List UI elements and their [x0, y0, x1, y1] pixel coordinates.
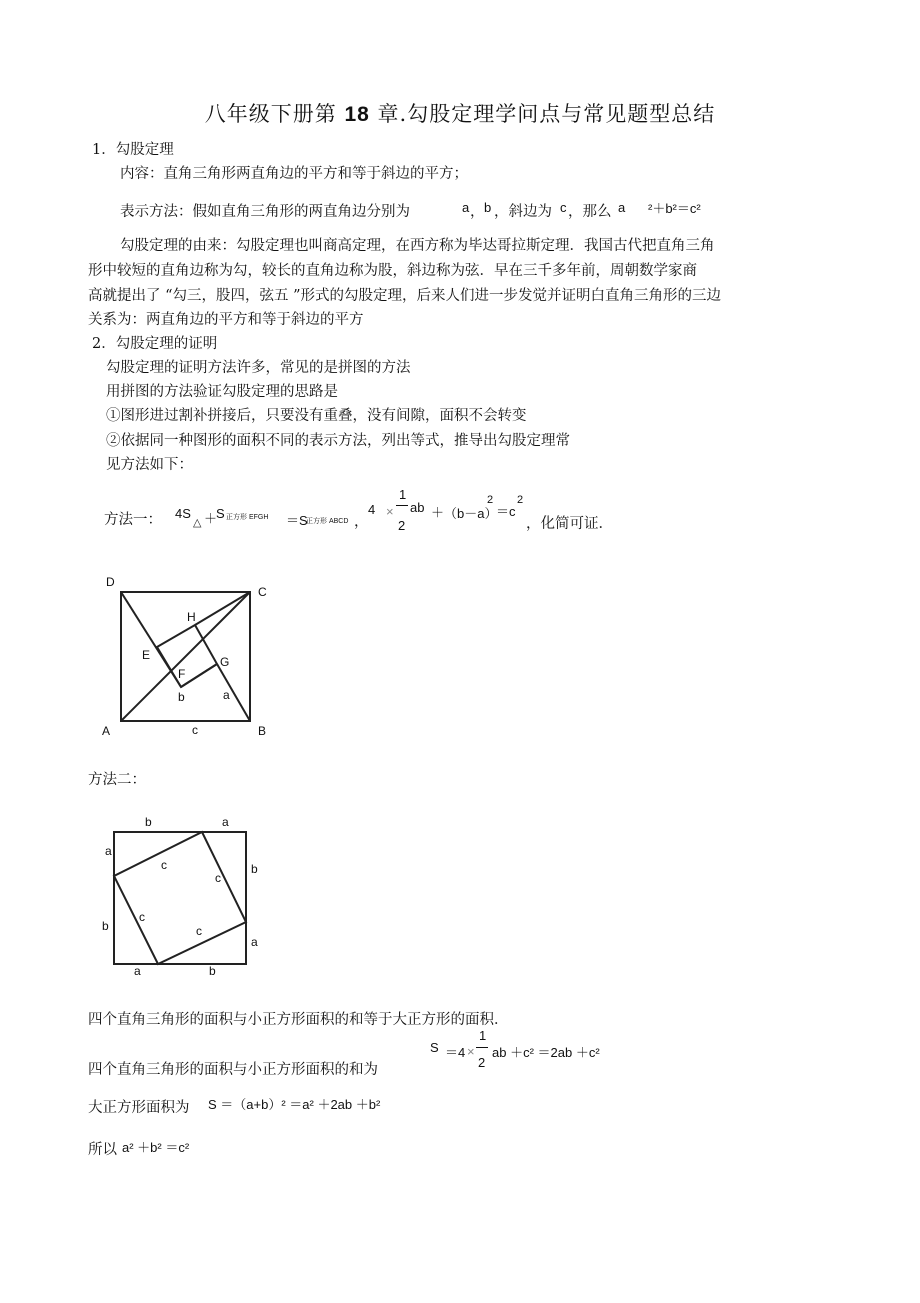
m1-comma: ， [354, 514, 369, 530]
fig2-inner-c-top: c [161, 858, 167, 872]
fig1-label-c: c [192, 723, 198, 737]
eq-a: a [618, 200, 626, 215]
m1-eq2: ＝c [496, 504, 516, 519]
m1-tail: ，化简可证． [526, 516, 613, 532]
method-2-label: 方法二： [88, 772, 146, 788]
conclusion-formula: a² ＋b² ＝c² [122, 1140, 190, 1155]
big-square-text: 大正方形面积为 [88, 1100, 190, 1116]
fig1-label-B: B [258, 724, 267, 738]
f1-s: S [430, 1040, 439, 1055]
fig1-label-a: a [223, 688, 230, 702]
origin-line-2: 形中较短的直角边称为勾，较长的直角边称为股，斜边称为弦．早在三千多年前，周朝数学家商 [88, 263, 697, 279]
m1-4s: 4S [175, 506, 191, 521]
proof-line-1: 勾股定理的证明方法许多，常见的是拼图的方法 [106, 360, 411, 376]
f1-rest: ab ＋c² ＝2ab ＋c² [492, 1045, 600, 1060]
section-1-heading: 1．勾股定理 [92, 142, 174, 158]
f1-eq: ＝4 [445, 1045, 466, 1060]
page-title: 八年级下册第 18 章.勾股定理学问点与常见题型总结 [204, 102, 716, 126]
fig2-inner-c-left: c [139, 910, 145, 924]
fig1-label-b: b [178, 690, 185, 704]
fig1-label-D: D [106, 575, 115, 589]
fig2-bottom-b: b [209, 964, 216, 978]
then-text: ，那么 [568, 204, 612, 220]
figure-2 [96, 812, 272, 980]
fig2-bottom-a: a [134, 964, 141, 978]
fig2-top-b: b [145, 815, 152, 829]
f1-frac-num: 1 [479, 1028, 487, 1043]
section-2-heading: 2．勾股定理的证明 [92, 336, 218, 352]
var-a: a [462, 200, 470, 215]
fig2-inner-square [114, 832, 246, 964]
area-statement: 四个直角三角形的面积与小正方形面积的和等于大正方形的面积． [88, 1012, 509, 1028]
m1-plus2: ＋ [431, 505, 445, 520]
figure-1 [96, 570, 286, 742]
origin-line-4: 关系为：两直角边的平方和等于斜边的平方 [88, 312, 364, 328]
m1-ab: ab [410, 500, 425, 515]
fig2-right-b: b [251, 862, 258, 876]
proof-line-5: 见方法如下： [106, 457, 193, 473]
fig1-label-C: C [258, 585, 267, 599]
fig1-label-H: H [187, 610, 196, 624]
fig2-top-a: a [222, 815, 229, 829]
fig1-line-gb [217, 664, 250, 721]
proof-line-4: ②依据同一种图形的面积不同的表示方法，列出等式，推导出勾股定理常 [106, 433, 570, 449]
fig2-inner-c-right: c [215, 871, 221, 885]
theorem-content: 内容：直角三角形两直角边的平方和等于斜边的平方； [120, 166, 468, 182]
fig2-left-b: b [102, 919, 109, 933]
m1-plus: ＋ [204, 511, 218, 526]
pythagorean-equation: ²＋b²＝c² [648, 201, 701, 216]
method-1-label: 方法一： [104, 512, 162, 528]
fig2-inner-c-bottom: c [196, 924, 202, 938]
fig1-label-G: G [220, 655, 230, 669]
m1-frac-num: 1 [399, 487, 407, 502]
fig1-label-E: E [142, 648, 151, 662]
f1-times: × [467, 1044, 475, 1059]
hypotenuse-text: ，斜边为 [494, 204, 552, 220]
area-sum-text: 四个直角三角形的面积与小正方形面积的和为 [88, 1062, 378, 1078]
m1-s1: S [216, 506, 225, 521]
m1-sub-efgh: 正方形 EFGH [226, 514, 269, 521]
fig1-diag-ab-to-c [121, 592, 250, 721]
m1-paren: （b－a） [444, 506, 498, 521]
fig2-right-a: a [251, 935, 258, 949]
proof-line-3: ①图形进过割补拼接后，只要没有重叠，没有间隙，面积不会转变 [106, 408, 527, 424]
m1-frac-den: 2 [398, 518, 406, 533]
f1-frac-den: 2 [478, 1055, 486, 1070]
origin-line-1: 勾股定理的由来：勾股定理也叫商高定理，在西方称为毕达哥拉斯定理．我国古代把直角三角 [120, 238, 715, 254]
m1-sq: 2 [487, 494, 494, 506]
therefore-text: 所以 [88, 1142, 117, 1158]
fig1-label-F: F [178, 667, 186, 681]
fig2-left-a: a [105, 844, 112, 858]
m1-sq2: 2 [517, 494, 524, 506]
proof-line-2: 用拼图的方法验证勾股定理的思路是 [106, 384, 338, 400]
representation-text: 表示方法：假如直角三角形的两直角边分别为 [120, 204, 410, 220]
chapter-number: 18 [344, 103, 370, 126]
origin-line-3: 高就提出了 “勾三，股四，弦五 ”形式的勾股定理，后来人们进一步发觉并证明白直角三角形的三边 [88, 288, 722, 304]
comma: ， [470, 204, 485, 220]
fig1-label-A: A [102, 724, 111, 738]
var-c: c [560, 200, 567, 215]
f1-frac-bar [476, 1047, 488, 1048]
m1-eq: ＝S [286, 513, 308, 528]
big-square-formula: S ＝（a+b）² ＝a² ＋2ab ＋b² [208, 1097, 381, 1112]
triangle-symbol: △ [193, 517, 202, 529]
fig2-outer-square [114, 832, 246, 964]
m1-sub-abcd: 正方形 ABCD [306, 518, 349, 525]
m1-frac-bar [396, 505, 408, 506]
fig1-line-fg [181, 664, 217, 687]
var-b: b [484, 200, 492, 215]
m1-times: × [386, 504, 394, 519]
m1-4: 4 [368, 502, 376, 517]
